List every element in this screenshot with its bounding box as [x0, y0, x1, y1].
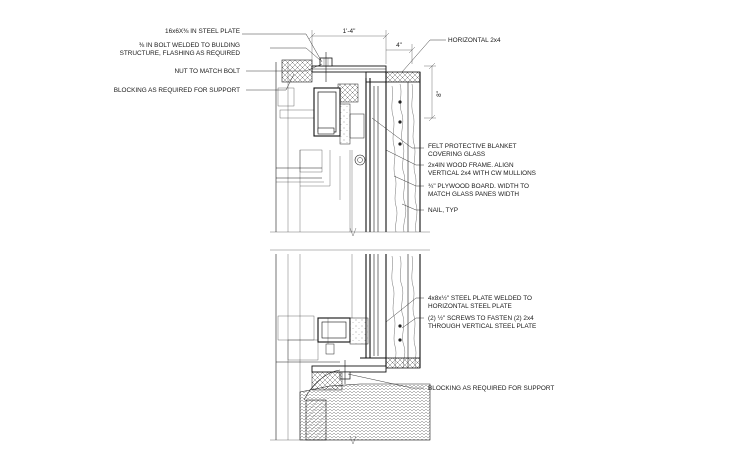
label-frame-line2: VERTICAL 2x4 WITH CW MULLIONS	[428, 170, 536, 177]
dimension-overall-width: 1'-4"	[342, 28, 356, 35]
upper-detail	[270, 30, 436, 236]
label-frame-line1: 2x4IN WOOD FRAME. ALIGN	[428, 162, 514, 169]
label-blocking-bottom: BLOCKING AS REQUIRED FOR SUPPORT	[428, 385, 555, 392]
label-plate-line2: HORIZONTAL STEEL PLATE	[428, 303, 512, 310]
plywood-and-studs-upper	[386, 72, 420, 232]
label-plate-line1: 4x8x½" STEEL PLATE WELDED TO	[428, 295, 532, 302]
label-nail: NAIL, TYP	[428, 207, 459, 214]
glass-and-frame-lower	[360, 254, 386, 366]
label-horizontal-2x4: HORIZONTAL 2x4	[448, 37, 501, 44]
label-felt-line1: FELT PROTECTIVE BLANKET	[428, 143, 517, 150]
dimension-flange-width: 4"	[396, 42, 402, 49]
plywood-and-studs-lower	[386, 254, 420, 368]
dimension-height: 8"	[436, 91, 443, 97]
curtain-wall-mullion-lower	[318, 318, 368, 354]
label-plywood-line2: MATCH GLASS PANES WIDTH	[428, 191, 520, 198]
label-felt-line2: COVERING GLASS	[428, 151, 486, 158]
label-screws-line2: THROUGH VERTICAL STEEL PLATE	[428, 323, 537, 330]
lower-detail	[270, 250, 430, 444]
label-plywood-line1: ¾" PLYWOOD BOARD. WIDTH TO	[428, 183, 529, 190]
label-screws-line1: (2) ½" SCREWS TO FASTEN (2) 2x4	[428, 315, 534, 322]
steel-plate-top	[312, 66, 386, 72]
label-bolt-line2: STRUCTURE, FLASHING AS REQUIRED	[119, 50, 240, 57]
label-bolt-line1: ⅜ IN BOLT WELDED TO BULDING	[138, 42, 240, 49]
label-blocking-top: BLOCKING AS REQUIRED FOR SUPPORT	[113, 87, 240, 94]
label-steel-plate: 16x6X⅜ IN STEEL PLATE	[165, 28, 240, 35]
label-nut: NUT TO MATCH BOLT	[174, 68, 240, 75]
glass-and-frame-upper	[366, 72, 386, 232]
concrete-slab	[300, 384, 430, 440]
